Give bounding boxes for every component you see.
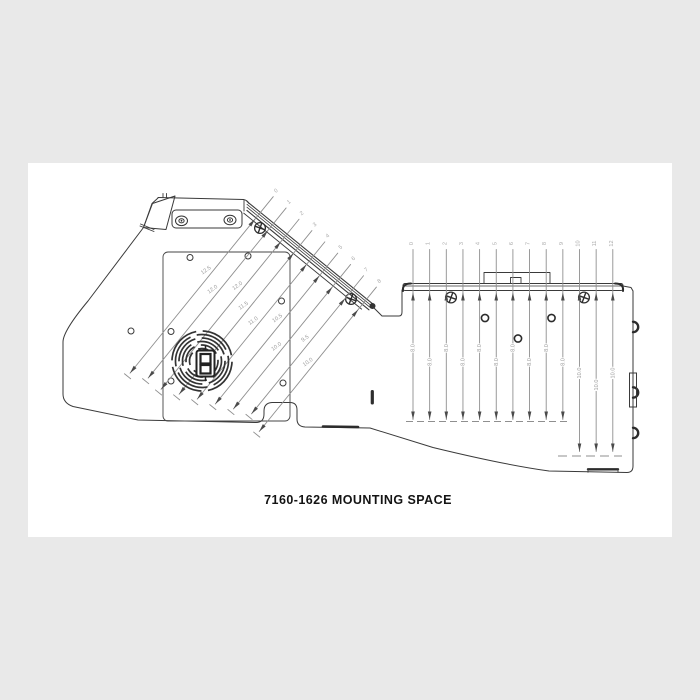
svg-text:8.0: 8.0 [527,358,534,366]
svg-text:8.0: 8.0 [560,358,567,366]
svg-text:12.0: 12.0 [206,284,220,296]
svg-text:7: 7 [363,266,370,274]
svg-text:1: 1 [286,199,293,206]
svg-text:10.0: 10.0 [577,367,584,379]
svg-text:8.0: 8.0 [443,344,450,352]
top-bracket [140,196,242,232]
right-mount-outline [403,273,638,473]
svg-text:10.0: 10.0 [302,357,315,369]
power-connector [197,346,215,381]
svg-text:8.0: 8.0 [427,358,434,366]
svg-text:3: 3 [312,221,319,229]
svg-text:10.0: 10.0 [610,367,617,379]
svg-text:8: 8 [376,278,383,285]
svg-text:8.0: 8.0 [477,344,484,352]
svg-text:10.0: 10.0 [593,379,600,391]
svg-text:4: 4 [475,241,482,246]
svg-text:3: 3 [458,241,465,246]
svg-text:2: 2 [299,210,306,218]
svg-text:0: 0 [409,241,415,246]
svg-text:8.0: 8.0 [510,344,517,352]
svg-text:7: 7 [525,241,532,246]
svg-text:0: 0 [273,187,280,195]
svg-text:1: 1 [425,241,432,246]
svg-text:8.0: 8.0 [460,358,467,366]
svg-text:4: 4 [324,233,332,240]
svg-text:11.0: 11.0 [247,315,260,327]
drawing-title: 7160-1626 MOUNTING SPACE [264,493,452,507]
svg-text:11.5: 11.5 [237,300,250,312]
svg-text:11: 11 [592,240,599,247]
svg-text:8.0: 8.0 [543,344,550,352]
svg-text:9: 9 [558,241,565,246]
svg-text:5: 5 [492,241,499,246]
svg-text:2: 2 [442,241,449,246]
svg-text:8: 8 [542,241,549,246]
svg-text:8.0: 8.0 [410,344,417,352]
svg-text:10: 10 [575,240,582,247]
svg-text:9.5: 9.5 [300,334,311,344]
svg-text:6: 6 [350,255,357,263]
svg-text:12.0: 12.0 [231,280,244,292]
left-mount-outline [63,194,633,473]
svg-text:5: 5 [337,244,344,252]
svg-text:6: 6 [508,241,515,246]
svg-text:10.5: 10.5 [271,313,284,325]
svg-text:12.5: 12.5 [200,265,213,277]
svg-text:12: 12 [608,240,615,247]
svg-text:10.0: 10.0 [270,341,283,353]
svg-text:8.0: 8.0 [493,358,500,366]
